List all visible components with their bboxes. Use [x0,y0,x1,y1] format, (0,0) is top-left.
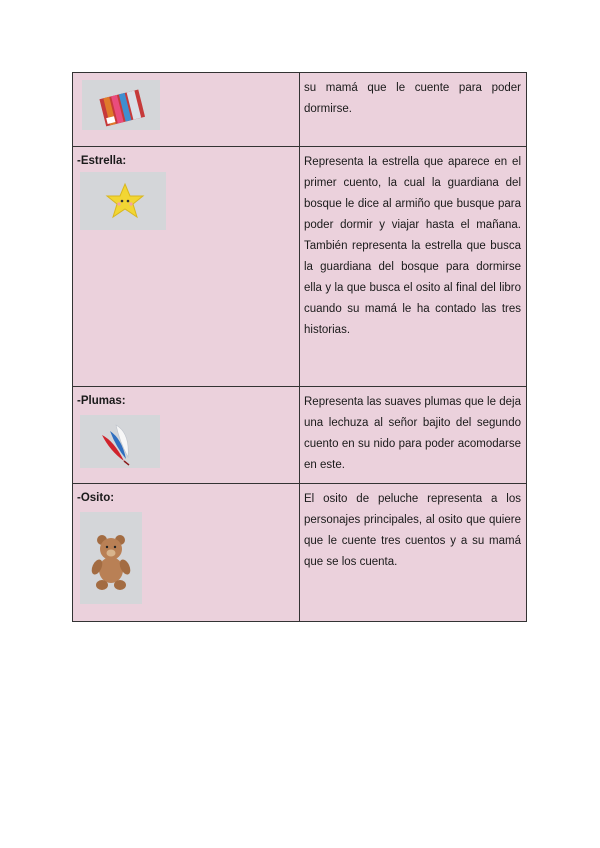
feathers-icon [80,415,160,468]
table-row [73,147,527,387]
description-cell [300,73,527,147]
symbols-table [72,72,527,622]
book-box-photo [82,80,160,130]
symbol-label: -Osito: [77,492,115,504]
symbol-description: Representa la estrella que aparece en el primer cuento, la cual la guardiana del bosque le dice al armiño que busque para poder dormir y viajar hasta el mañana. También representa la estrella que busca la guardiana del bosque para dormirse ella y la que busca el osito al final del libro cuando su mamá le ha contado las tres historias. [304,156,521,336]
symbol-cell [73,73,300,147]
symbol-cell [73,387,300,484]
table-row [73,387,527,484]
symbol-description: Representa las suaves plumas que le deja una lechuza al señor bajito del segundo cuento en su nido para poder acomodarse en este. [304,396,521,471]
symbol-cell [73,484,300,622]
star-photo [80,172,166,230]
table-row [73,73,527,147]
symbol-label: -Estrella: [77,155,127,167]
teddy-photo [80,512,142,604]
book-box-icon [82,80,160,130]
teddy-bear-icon [80,512,142,604]
symbol-description: El osito de peluche representa a los personajes principales, al osito que quiere que le cuente tres cuentos y a su mamá que se los cuenta. [304,493,521,568]
description-cell [300,387,527,484]
symbol-cell [73,147,300,387]
symbol-label: -Plumas: [77,395,126,407]
feathers-photo [80,415,160,468]
table-row [73,484,527,622]
description-cell [300,147,527,387]
star-plush-icon [80,172,166,230]
description-cell [300,484,527,622]
symbol-description: su mamá que le cuente para poder dormirse. [304,82,521,115]
